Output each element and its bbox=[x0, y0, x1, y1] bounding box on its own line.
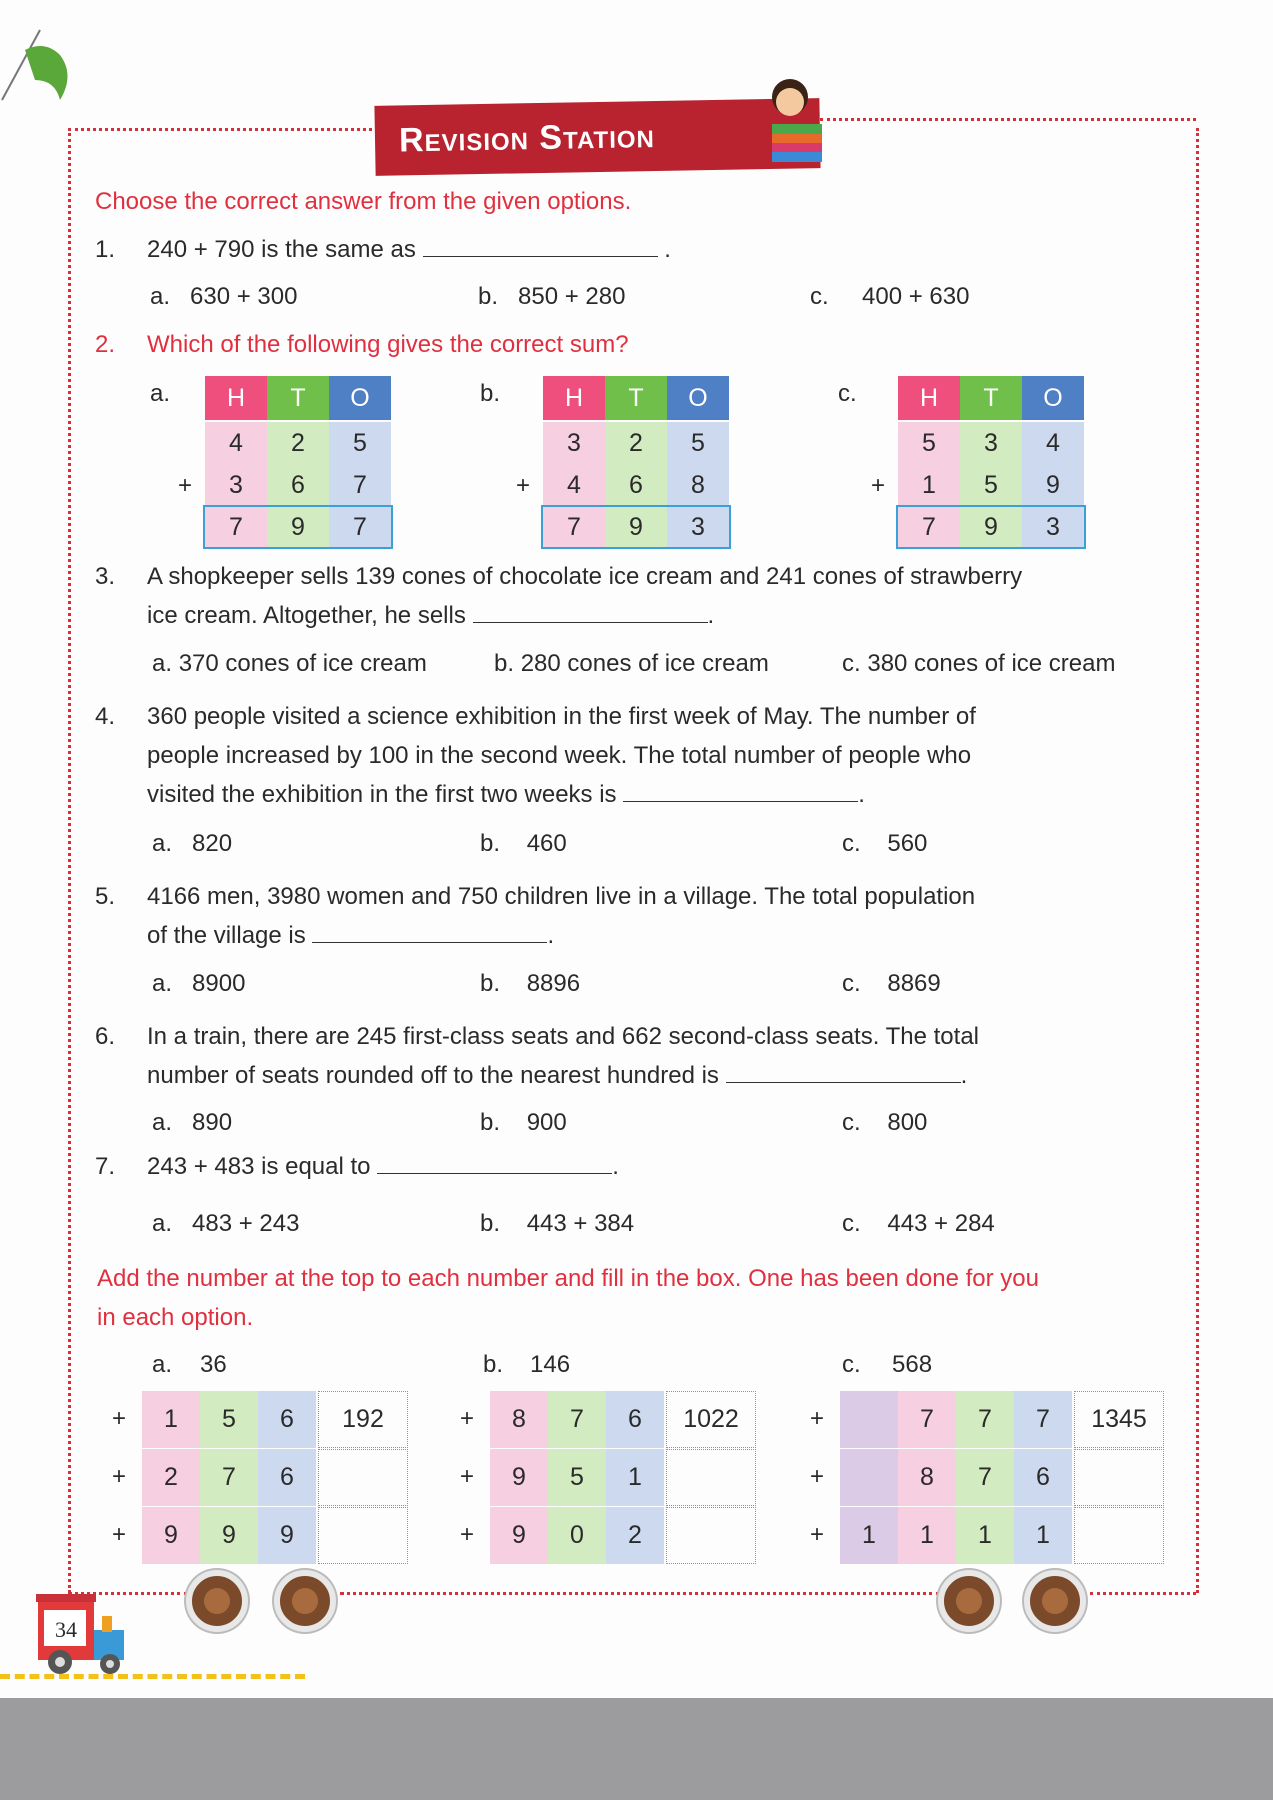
text: a. bbox=[152, 1210, 173, 1237]
answer-blank[interactable] bbox=[423, 236, 658, 257]
question-1-text: 240 + 790 is the same as bbox=[147, 236, 416, 263]
text: b. bbox=[478, 283, 499, 310]
addend-digit: 1 bbox=[1014, 1507, 1072, 1564]
text: 400 + 630 bbox=[862, 283, 970, 310]
answer-box[interactable] bbox=[318, 1507, 408, 1564]
plus-sign: + bbox=[178, 472, 193, 499]
text: b. bbox=[480, 1210, 501, 1237]
addend-digit: 5 bbox=[548, 1449, 606, 1506]
text: 380 cones of ice cream bbox=[867, 650, 1116, 677]
question-text: A shopkeeper sells 139 cones of chocolate ice cream and 241 cones of strawberry bbox=[147, 563, 1023, 590]
text: 370 cones of ice cream bbox=[178, 650, 427, 677]
answer-box[interactable] bbox=[666, 1449, 756, 1506]
plus-sign: + bbox=[516, 472, 531, 499]
option-a[interactable] bbox=[152, 1210, 299, 1238]
answer-box: 1345 bbox=[1074, 1391, 1164, 1448]
text: . bbox=[612, 1153, 619, 1180]
wheel-icon bbox=[1024, 1570, 1086, 1632]
period: . bbox=[664, 236, 671, 263]
text: . bbox=[960, 1062, 968, 1089]
section-title-text: Revision Station bbox=[398, 116, 656, 159]
addend-digit: 9 bbox=[490, 1449, 548, 1506]
addend-digit: 1 bbox=[898, 1507, 956, 1564]
text: c. bbox=[810, 283, 829, 310]
question-text: 4166 men, 3980 women and 750 children live in a village. The total population bbox=[147, 883, 976, 910]
question-number: 4. bbox=[95, 703, 116, 730]
addend-digit: 9 bbox=[200, 1507, 258, 1564]
top-number: 568 bbox=[892, 1351, 933, 1378]
sum-digit: 7 bbox=[543, 506, 605, 548]
sum-digit: 9 bbox=[267, 506, 329, 548]
addend-digit: 7 bbox=[329, 464, 391, 506]
text: 630 + 300 bbox=[190, 283, 298, 310]
answer-blank[interactable] bbox=[623, 781, 858, 802]
addend-digit: 7 bbox=[548, 1391, 606, 1448]
instruction: in each option. bbox=[97, 1304, 254, 1331]
option-c[interactable] bbox=[810, 283, 969, 311]
sum-digit: 7 bbox=[205, 506, 267, 548]
addend-digit: 6 bbox=[267, 464, 329, 506]
text: 560 bbox=[887, 830, 928, 857]
track-line bbox=[0, 1674, 305, 1679]
answer-box[interactable] bbox=[1074, 1449, 1164, 1506]
text: b. bbox=[480, 970, 501, 997]
question-text bbox=[147, 1062, 967, 1090]
wheel-icon bbox=[186, 1570, 248, 1632]
addend-digit: 2 bbox=[606, 1507, 664, 1564]
addend-digit: 4 bbox=[205, 422, 267, 464]
plus-sign: + bbox=[112, 1463, 127, 1490]
text: 443 + 284 bbox=[887, 1210, 995, 1237]
top-number: 146 bbox=[530, 1351, 571, 1378]
addend-digit: 8 bbox=[490, 1391, 548, 1448]
addend-digit: 6 bbox=[1014, 1449, 1072, 1506]
addend-digit: 9 bbox=[490, 1507, 548, 1564]
question-number: 5. bbox=[95, 883, 116, 910]
text: 800 bbox=[887, 1109, 928, 1136]
train-icon bbox=[30, 1590, 140, 1685]
frame-bottom bbox=[1090, 1592, 1196, 1595]
text: number of seats rounded off to the nearest hundred is bbox=[147, 1062, 719, 1089]
question-text: 360 people visited a science exhibition in the first week of May. The number of bbox=[147, 703, 976, 730]
option-b[interactable] bbox=[480, 970, 580, 998]
text: a. bbox=[152, 650, 173, 677]
question-text bbox=[147, 1153, 619, 1181]
text: of the village is bbox=[147, 922, 306, 949]
question-text bbox=[147, 236, 671, 264]
plus-sign: + bbox=[460, 1521, 475, 1548]
column-header-T: T bbox=[267, 376, 329, 420]
plus-sign: + bbox=[871, 472, 886, 499]
text: a. bbox=[152, 830, 173, 857]
addend-digit: 0 bbox=[548, 1507, 606, 1564]
sum-box bbox=[203, 505, 393, 549]
text: a. bbox=[152, 970, 173, 997]
addend-digit: 6 bbox=[258, 1449, 316, 1506]
text: a. bbox=[150, 283, 171, 310]
option-b[interactable] bbox=[494, 650, 769, 678]
text: b. bbox=[480, 1109, 501, 1136]
addend-digit: 2 bbox=[267, 422, 329, 464]
question-text: In a train, there are 245 first-class seats and 662 second-class seats. The total bbox=[147, 1023, 979, 1050]
text: 8900 bbox=[192, 970, 246, 997]
answer-blank[interactable] bbox=[473, 602, 708, 623]
question-text bbox=[147, 781, 865, 809]
addend-digit: 6 bbox=[258, 1391, 316, 1448]
question-text bbox=[147, 922, 554, 950]
instruction: Choose the correct answer from the given options. bbox=[95, 188, 632, 215]
answer-blank[interactable] bbox=[377, 1153, 612, 1174]
addend-digit: 4 bbox=[1022, 422, 1084, 464]
column-header-T: T bbox=[605, 376, 667, 420]
addend-digit: 1 bbox=[840, 1507, 898, 1564]
option-a[interactable] bbox=[152, 970, 245, 998]
answer-box: 192 bbox=[318, 1391, 408, 1448]
plus-sign: + bbox=[810, 1405, 825, 1432]
text: 243 + 483 is equal to bbox=[147, 1153, 371, 1180]
option-label[interactable]: b. bbox=[480, 380, 501, 407]
question-number: 6. bbox=[95, 1023, 116, 1050]
text: 280 cones of ice cream bbox=[520, 650, 769, 677]
answer-box[interactable] bbox=[666, 1507, 756, 1564]
addend-digit: 7 bbox=[956, 1449, 1014, 1506]
addend-digit: 5 bbox=[200, 1391, 258, 1448]
option-a[interactable] bbox=[152, 830, 232, 858]
plus-sign: + bbox=[112, 1405, 127, 1432]
addend-digit: 8 bbox=[898, 1449, 956, 1506]
text: 8869 bbox=[887, 970, 941, 997]
option-b[interactable] bbox=[478, 283, 625, 311]
addend-digit: 1 bbox=[606, 1449, 664, 1506]
text: c. bbox=[842, 830, 861, 857]
addend-digit: 3 bbox=[543, 422, 605, 464]
option-b[interactable] bbox=[480, 1210, 634, 1238]
sum-digit: 3 bbox=[667, 506, 729, 548]
text: c. bbox=[842, 1109, 861, 1136]
frame-top-left bbox=[68, 128, 378, 131]
plus-sign: + bbox=[810, 1463, 825, 1490]
text: 900 bbox=[526, 1109, 567, 1136]
addend-digit: 6 bbox=[606, 1391, 664, 1448]
flag-icon bbox=[0, 20, 80, 115]
option-label: c. bbox=[842, 1351, 861, 1378]
question-text bbox=[147, 602, 714, 630]
option-c[interactable] bbox=[842, 650, 1115, 678]
text: a. bbox=[152, 1109, 173, 1136]
column-header-H: H bbox=[898, 376, 960, 420]
option-label: b. bbox=[483, 1351, 504, 1378]
question-text: people increased by 100 in the second week. The total number of people who bbox=[147, 742, 972, 769]
frame-bottom bbox=[340, 1592, 940, 1595]
option-a[interactable] bbox=[152, 1109, 232, 1137]
scan-background bbox=[0, 1698, 1273, 1800]
question-number: 1. bbox=[95, 236, 116, 263]
question-number: 7. bbox=[95, 1153, 116, 1180]
addend-digit: 9 bbox=[258, 1507, 316, 1564]
wheel-icon bbox=[938, 1570, 1000, 1632]
addend-digit: 7 bbox=[898, 1391, 956, 1448]
text: . bbox=[858, 781, 865, 808]
plus-sign: + bbox=[460, 1463, 475, 1490]
addend-digit: 5 bbox=[667, 422, 729, 464]
text: 8896 bbox=[526, 970, 581, 997]
column-header-H: H bbox=[205, 376, 267, 420]
option-label: a. bbox=[152, 1351, 173, 1378]
option-label[interactable]: a. bbox=[150, 380, 171, 407]
column-header-O: O bbox=[667, 376, 729, 420]
text: 483 + 243 bbox=[192, 1210, 300, 1237]
instruction: Add the number at the top to each number and fill in the box. One has been done for you bbox=[97, 1265, 1039, 1292]
option-c[interactable] bbox=[842, 970, 941, 998]
sum-box bbox=[541, 505, 731, 549]
sum-digit: 9 bbox=[960, 506, 1022, 548]
text: b. bbox=[480, 830, 501, 857]
addend-digit: 4 bbox=[543, 464, 605, 506]
sum-digit: 7 bbox=[898, 506, 960, 548]
option-b[interactable] bbox=[480, 1109, 567, 1137]
plus-sign: + bbox=[810, 1521, 825, 1548]
addend-digit: 3 bbox=[205, 464, 267, 506]
addend-digit: 9 bbox=[1022, 464, 1084, 506]
addend-digit: 1 bbox=[956, 1507, 1014, 1564]
sum-digit: 3 bbox=[1022, 506, 1084, 548]
text: . bbox=[707, 602, 715, 629]
addend-digit: 6 bbox=[605, 464, 667, 506]
addend-digit: 8 bbox=[667, 464, 729, 506]
text: ice cream. Altogether, he sells bbox=[147, 602, 466, 629]
addend-digit: 7 bbox=[1014, 1391, 1072, 1448]
option-c[interactable] bbox=[842, 1109, 927, 1137]
addend-digit: 3 bbox=[960, 422, 1022, 464]
column-header-O: O bbox=[329, 376, 391, 420]
plus-sign: + bbox=[460, 1405, 475, 1432]
addend-digit: 9 bbox=[142, 1507, 200, 1564]
addend-digit: 2 bbox=[605, 422, 667, 464]
sum-digit: 7 bbox=[329, 506, 391, 548]
text: 890 bbox=[192, 1109, 233, 1136]
column-header-H: H bbox=[543, 376, 605, 420]
option-b[interactable] bbox=[480, 830, 567, 858]
column-header-O: O bbox=[1022, 376, 1084, 420]
answer-blank[interactable] bbox=[726, 1062, 961, 1083]
question-text: Which of the following gives the correct sum? bbox=[147, 331, 629, 358]
option-a[interactable] bbox=[150, 283, 297, 311]
sum-digit: 9 bbox=[605, 506, 667, 548]
text: . bbox=[547, 922, 555, 949]
answer-box: 1022 bbox=[666, 1391, 756, 1448]
option-c[interactable] bbox=[842, 1210, 995, 1238]
option-label[interactable]: c. bbox=[838, 380, 857, 407]
addend-digit: 2 bbox=[142, 1449, 200, 1506]
text: 850 + 280 bbox=[518, 283, 626, 310]
addend-digit: 5 bbox=[960, 464, 1022, 506]
top-number: 36 bbox=[200, 1351, 227, 1378]
sum-box bbox=[896, 505, 1086, 549]
answer-box[interactable] bbox=[1074, 1507, 1164, 1564]
text: c. bbox=[842, 650, 861, 677]
text: c. bbox=[842, 970, 861, 997]
column-header-T: T bbox=[960, 376, 1022, 420]
answer-box[interactable] bbox=[318, 1449, 408, 1506]
wheel-icon bbox=[274, 1570, 336, 1632]
addend-digit bbox=[840, 1449, 898, 1506]
text: 820 bbox=[192, 830, 233, 857]
text: visited the exhibition in the first two weeks is bbox=[147, 781, 617, 808]
addend-digit bbox=[840, 1391, 898, 1448]
option-c[interactable] bbox=[842, 830, 927, 858]
addend-digit: 7 bbox=[200, 1449, 258, 1506]
question-number: 3. bbox=[95, 563, 116, 590]
option-a[interactable] bbox=[152, 650, 427, 678]
addend-digit: 5 bbox=[329, 422, 391, 464]
addend-digit: 7 bbox=[956, 1391, 1014, 1448]
text: b. bbox=[494, 650, 515, 677]
addend-digit: 5 bbox=[898, 422, 960, 464]
addend-digit: 1 bbox=[142, 1391, 200, 1448]
text: c. bbox=[842, 1210, 861, 1237]
plus-sign: + bbox=[112, 1521, 127, 1548]
girl-with-books-icon bbox=[750, 72, 830, 172]
question-number: 2. bbox=[95, 331, 116, 358]
text: 460 bbox=[526, 830, 567, 857]
answer-blank[interactable] bbox=[312, 922, 547, 943]
text: 443 + 384 bbox=[526, 1210, 635, 1237]
frame-top-right bbox=[820, 118, 1196, 121]
page-number: 34 bbox=[55, 1617, 77, 1642]
addend-digit: 1 bbox=[898, 464, 960, 506]
